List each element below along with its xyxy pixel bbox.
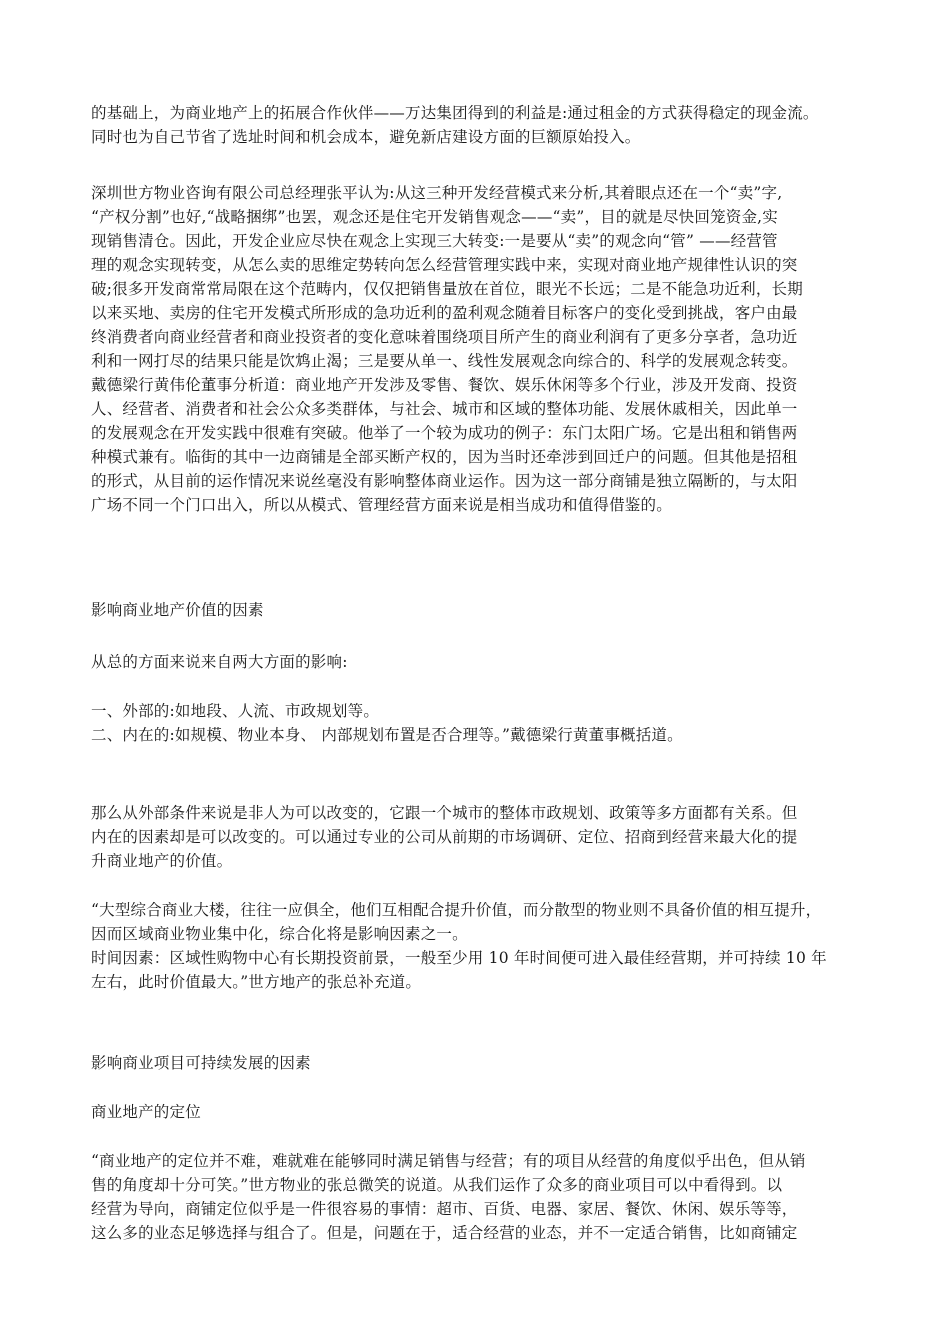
paragraph-two-aspects bbox=[91, 650, 871, 674]
text-line: 因而区域商业物业集中化，综合化将是影响因素之一。 bbox=[91, 925, 468, 943]
text-line: 这么多的业态足够选择与组合了。但是，问题在于，适合经营的业态，并不一定适合销售，比如商铺定 bbox=[91, 1224, 798, 1242]
text-line: 从总的方面来说来自两大方面的影响: bbox=[91, 653, 348, 671]
paragraph-three-transformations bbox=[91, 181, 871, 517]
subsection-heading-positioning bbox=[91, 1100, 871, 1124]
text-line: 左右，此时价值最大。”世方地产的张总补充道。 bbox=[91, 973, 422, 991]
text-line: 的发展观念在开发实践中很难有突破。他举了一个较为成功的例子：东门太阳广场。它是出租和销售两 bbox=[91, 424, 798, 442]
paragraph-external-internal bbox=[91, 801, 871, 873]
section-heading: 影响商业地产价值的因素 bbox=[91, 601, 264, 619]
subsection-heading: 商业地产的定位 bbox=[91, 1103, 201, 1121]
text-line: 的基础上，为商业地产上的拓展合作伙伴——万达集团得到的利益是:通过租金的方式获得稳定的现金流。 bbox=[91, 104, 819, 122]
section-heading-sustainability bbox=[91, 1051, 871, 1075]
text-line: 利和一网打尽的结果只能是饮鸩止渴；三是要从单一、线性发展观念向综合的、科学的发展观念转变。 bbox=[91, 352, 798, 370]
text-line: “商业地产的定位并不难，难就难在能够同时满足销售与经营；有的项目从经营的角度似乎出色，但从销 bbox=[91, 1152, 806, 1170]
paragraph-positioning bbox=[91, 1149, 871, 1245]
text-line: 售的角度却十分可笑。”世方物业的张总微笑的说道。从我们运作了众多的商业项目可以中看得到。以 bbox=[91, 1176, 783, 1194]
text-line: 现销售清仓。因此，开发企业应尽快在观念上实现三大转变:一是要从“卖”的观念向“管” ——经营管 bbox=[91, 232, 778, 250]
text-line: 深圳世方物业咨询有限公司总经理张平认为:从这三种开发经营模式来分析,其着眼点还在一个“卖”字, bbox=[91, 184, 783, 202]
section-heading: 影响商业项目可持续发展的因素 bbox=[91, 1054, 311, 1072]
text-line: 以来买地、卖房的住宅开发模式所形成的急功近利的盈利观念随着目标客户的变化受到挑战，客户由最 bbox=[91, 304, 798, 322]
text-line: “产权分割”也好,“战略捆绑”也罢，观念还是住宅开发销售观念——“卖”，目的就是尽快回笼资金,实 bbox=[91, 208, 779, 226]
text-line: 广场不同一个门口出入，所以从模式、管理经营方面来说是相当成功和值得借鉴的。 bbox=[91, 496, 672, 514]
text-line: 那么从外部条件来说是非人为可以改变的，它跟一个城市的整体市政规划、政策等多方面都有关系。但 bbox=[91, 804, 798, 822]
list-item: 二、内在的:如规模、物业本身、 内部规划布置是否合理等。”戴德梁行黄董事概括道。 bbox=[91, 726, 683, 744]
text-line: 理的观念实现转变，从怎么卖的思维定势转向怎么经营管理实践中来，实现对商业地产规律性认识的突 bbox=[91, 256, 798, 274]
text-line: 同时也为自己节省了选址时间和机会成本，避免新店建设方面的巨额原始投入。 bbox=[91, 128, 641, 146]
paragraph-wanda-benefits bbox=[91, 101, 871, 149]
text-line: 破;很多开发商常常局限在这个范畴内，仅仅把销售量放在首位，眼光不长远；二是不能急功近利，长期 bbox=[91, 280, 803, 298]
list-item: 一、外部的:如地段、人流、市政规划等。 bbox=[91, 702, 380, 720]
text-line: 终消费者向商业经营者和商业投资者的变化意味着围绕项目所产生的商业利润有了更多分享者，急功近 bbox=[91, 328, 798, 346]
text-line: 戴德梁行黄伟伦董事分析道：商业地产开发涉及零售、餐饮、娱乐休闲等多个行业，涉及开发商、投资 bbox=[91, 376, 798, 394]
paragraph-complex-buildings bbox=[91, 898, 871, 994]
text-line: 升商业地产的价值。 bbox=[91, 852, 233, 870]
text-line: 内在的因素却是可以改变的。可以通过专业的公司从前期的市场调研、定位、招商到经营来最大化的提 bbox=[91, 828, 798, 846]
list-factors bbox=[91, 699, 871, 747]
text-line: 的形式，从目前的运作情况来说丝毫没有影响整体商业运作。因为这一部分商铺是独立隔断的，与太阳 bbox=[91, 472, 798, 490]
text-line: 经营为导向，商铺定位似乎是一件很容易的事情：超市、百货、电器、家居、餐饮、休闲、娱乐等等， bbox=[91, 1200, 798, 1218]
section-heading-value-factors bbox=[91, 598, 871, 622]
text-line: 人、经营者、消费者和社会公众多类群体，与社会、城市和区域的整体功能、发展休戚相关，因此单一 bbox=[91, 400, 798, 418]
text-line: 种模式兼有。临街的其中一边商铺是全部买断产权的，因为当时还牵涉到回迁户的问题。但其他是招租 bbox=[91, 448, 798, 466]
text-line: 时间因素：区域性购物中心有长期投资前景，一般至少用 10 年时间便可进入最佳经营期，并可持续 10 年 bbox=[91, 949, 827, 967]
text-line: “大型综合商业大楼，往往一应俱全，他们互相配合提升价值，而分散型的物业则不具备价值的相互提升， bbox=[91, 901, 822, 919]
